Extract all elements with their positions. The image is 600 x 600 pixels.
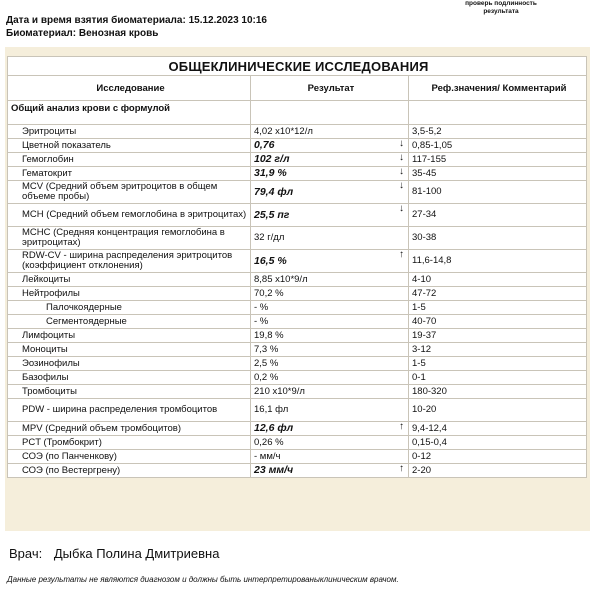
doctor-label: Врач:	[9, 546, 43, 561]
test-reference: 0-1	[409, 371, 587, 385]
test-name: RDW-CV - ширина распределения эритроцитов (коэффициент отклонения)	[8, 250, 251, 273]
test-result	[251, 287, 409, 301]
test-reference: 47-72	[409, 287, 587, 301]
test-reference: 3,5-5,2	[409, 125, 587, 139]
test-reference: 9,4-12,4	[409, 422, 587, 436]
table-row	[8, 357, 587, 371]
result-value: 4,02 x10*12/л	[254, 125, 313, 137]
table-row	[8, 450, 587, 464]
test-name: Нейтрофилы	[8, 287, 251, 301]
sample-datetime-label: Дата и время взятия биоматериала:	[6, 15, 186, 26]
test-name: СОЭ (по Панченкову)	[8, 450, 251, 464]
table-row	[8, 329, 587, 343]
table-row	[8, 422, 587, 436]
result-value: 19,8 %	[254, 329, 284, 341]
test-result	[251, 181, 409, 204]
table-row	[8, 250, 587, 273]
verify-authenticity-note: проверь подлинность результата	[465, 0, 537, 15]
arrow-down-icon: ↓	[399, 203, 404, 214]
table-row	[8, 139, 587, 153]
biomaterial-value: Венозная кровь	[78, 28, 159, 39]
test-name: Тромбоциты	[8, 385, 251, 399]
arrow-down-icon: ↓	[399, 180, 404, 191]
table-row	[8, 436, 587, 450]
test-reference: 0,15-0,4	[409, 436, 587, 450]
table-row	[8, 273, 587, 287]
test-reference: 30-38	[409, 227, 587, 250]
test-name: Эозинофилы	[8, 357, 251, 371]
test-result	[251, 250, 409, 273]
section-empty-result	[251, 101, 409, 125]
test-result	[251, 399, 409, 422]
result-value: 70,2 %	[254, 287, 284, 299]
table-row	[8, 343, 587, 357]
arrow-down-icon: ↓	[399, 138, 404, 149]
test-name: Гематокрит	[8, 167, 251, 181]
test-reference: 27-34	[409, 204, 587, 227]
table-row	[8, 204, 587, 227]
disclaimer: Данные результаты не являются диагнозом и должны быть интерпретированыклиническим врачом.	[7, 575, 399, 584]
table-row	[8, 181, 587, 204]
result-value: 31,9 %	[254, 167, 287, 179]
result-value: 16,5 %	[254, 254, 287, 267]
test-name: Эритроциты	[8, 125, 251, 139]
arrow-up-icon: ↑	[399, 421, 404, 432]
test-name: Лейкоциты	[8, 273, 251, 287]
test-result	[251, 273, 409, 287]
test-name: Цветной показатель	[8, 139, 251, 153]
arrow-up-icon: ↑	[399, 249, 404, 260]
col-header-result: Результат	[251, 76, 409, 101]
test-name: Лимфоциты	[8, 329, 251, 343]
result-value: 2,5 %	[254, 357, 279, 369]
table-row	[8, 371, 587, 385]
test-result	[251, 343, 409, 357]
biomaterial-label: Биоматериал:	[6, 28, 77, 39]
result-value: - %	[254, 301, 269, 313]
test-name: MCHC (Средняя концентрация гемоглобина в эритроцитах)	[8, 227, 251, 250]
table-row	[8, 287, 587, 301]
table-row	[8, 167, 587, 181]
test-name: Гемоглобин	[8, 153, 251, 167]
test-result	[251, 436, 409, 450]
test-name: Базофилы	[8, 371, 251, 385]
test-result	[251, 422, 409, 436]
test-reference: 10-20	[409, 399, 587, 422]
test-name: СОЭ (по Вестергрену)	[8, 464, 251, 478]
test-reference: 81-100	[409, 181, 587, 204]
table-row	[8, 301, 587, 315]
test-result	[251, 125, 409, 139]
biomaterial	[6, 28, 158, 39]
result-value: 16,1 фл	[254, 404, 289, 415]
result-value: 25,5 пг	[254, 208, 290, 221]
table-row	[8, 464, 587, 478]
col-header-ref: Реф.значения/ Комментарий	[409, 76, 587, 101]
test-reference: 0-12	[409, 450, 587, 464]
test-result	[251, 139, 409, 153]
sample-datetime-value: 15.12.2023 10:16	[188, 15, 267, 26]
results-table	[7, 56, 587, 478]
table-title: ОБЩЕКЛИНИЧЕСКИЕ ИССЛЕДОВАНИЯ	[8, 57, 587, 76]
test-result	[251, 450, 409, 464]
table-row	[8, 125, 587, 139]
arrow-down-icon: ↓	[399, 152, 404, 163]
test-result	[251, 385, 409, 399]
test-reference: 2-20	[409, 464, 587, 478]
arrow-down-icon: ↓	[399, 166, 404, 177]
result-value: 0,2 %	[254, 371, 279, 383]
test-reference: 4-10	[409, 273, 587, 287]
result-value: 8,85 x10*9/л	[254, 273, 308, 285]
test-reference: 180-320	[409, 385, 587, 399]
result-value: 7,3 %	[254, 343, 279, 355]
table-row	[8, 315, 587, 329]
doctor-name: Дыбка Полина Дмитриевна	[53, 546, 220, 561]
result-value: 0,26 %	[254, 436, 284, 448]
test-name: MCV (Средний объем эритроцитов в общем объеме пробы)	[8, 181, 251, 204]
table-row	[8, 385, 587, 399]
test-reference: 19-37	[409, 329, 587, 343]
table-row	[8, 399, 587, 422]
col-header-test: Исследование	[8, 76, 251, 101]
table-row	[8, 153, 587, 167]
table-row	[8, 227, 587, 250]
section-empty-ref	[409, 101, 587, 125]
result-value: 32 г/дл	[254, 232, 285, 243]
test-result	[251, 357, 409, 371]
section-title: Общий анализ крови с формулой	[8, 101, 251, 125]
result-value: 23 мм/ч	[254, 464, 294, 476]
test-reference: 3-12	[409, 343, 587, 357]
test-reference: 1-5	[409, 357, 587, 371]
test-reference: 117-155	[409, 153, 587, 167]
result-value: 12,6 фл	[254, 422, 294, 434]
result-value: 102 г/л	[254, 153, 290, 165]
test-result	[251, 464, 409, 478]
test-name: PCT (Тромбокрит)	[8, 436, 251, 450]
test-reference: 11,6-14,8	[409, 250, 587, 273]
test-result	[251, 153, 409, 167]
test-reference: 0,85-1,05	[409, 139, 587, 153]
test-result	[251, 167, 409, 181]
test-name: PDW - ширина распределения тромбоцитов	[8, 399, 251, 422]
result-value: 210 x10*9/л	[254, 385, 305, 397]
test-result	[251, 204, 409, 227]
test-reference: 40-70	[409, 315, 587, 329]
result-value: - %	[254, 315, 269, 327]
result-value: 79,4 фл	[254, 185, 294, 198]
result-value: - мм/ч	[254, 450, 281, 462]
arrow-up-icon: ↑	[399, 463, 404, 474]
test-result	[251, 301, 409, 315]
test-result	[251, 315, 409, 329]
test-name: Палочкоядерные	[8, 301, 251, 315]
test-name: Сегментоядерные	[8, 315, 251, 329]
test-name: Моноциты	[8, 343, 251, 357]
result-value: 0,76	[254, 139, 275, 151]
test-name: MPV (Средний объем тромбоцитов)	[8, 422, 251, 436]
test-result	[251, 227, 409, 250]
test-reference: 35-45	[409, 167, 587, 181]
test-reference: 1-5	[409, 301, 587, 315]
test-result	[251, 371, 409, 385]
test-result	[251, 329, 409, 343]
test-name: MCH (Средний объем гемоглобина в эритроцитах)	[8, 204, 251, 227]
sample-datetime	[6, 15, 267, 26]
doctor-line	[9, 546, 219, 561]
